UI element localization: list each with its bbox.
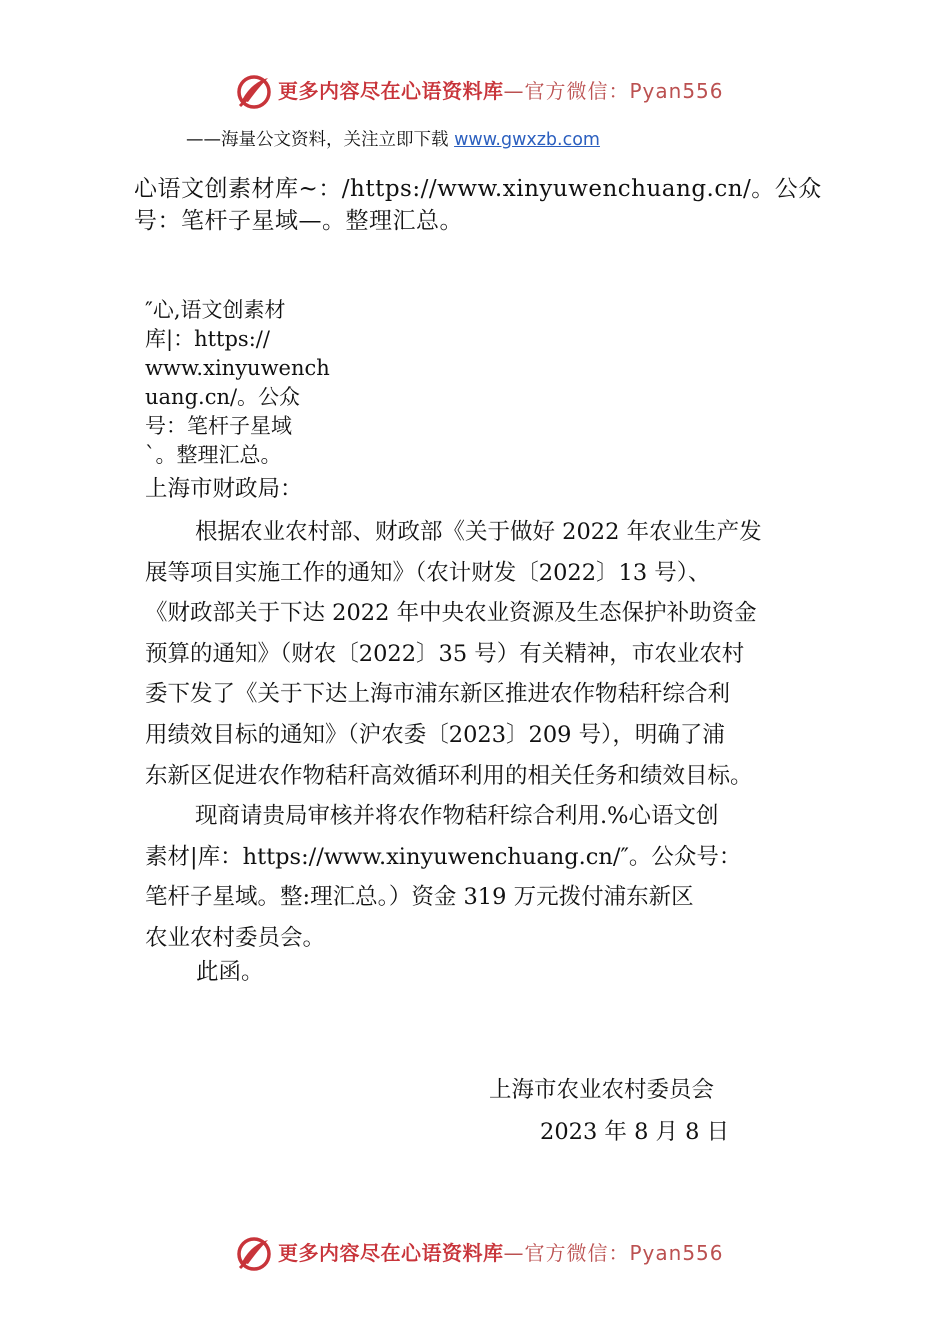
letter-body xyxy=(145,512,815,959)
body-line: 素材|库：https://www.xinyuwenchuang.cn/″。公众号： xyxy=(145,843,742,870)
watermark-note-line: 心语文创素材库~：/https://www.xinyuwenchuang.cn/。公众 xyxy=(134,176,822,202)
side-note-line: www.xinyuwench xyxy=(145,356,330,380)
top-banner xyxy=(0,70,950,114)
banner-wechat-text: —官方微信：Pyan556 xyxy=(503,1241,724,1265)
signature-date: 2023 年 8 月 8 日 xyxy=(540,1119,730,1145)
body-line: 展等项目实施工作的通知》（农计财发〔2022〕13 号）、 xyxy=(145,559,711,586)
body-line: 笔杆子星域。整:理汇总。）资金 319 万元拨付浦东新区 xyxy=(145,884,694,911)
body-line: 现商请贵局审核并将农作物秸秆综合利用.%心语文创 xyxy=(195,803,719,830)
body-line: 《财政部关于下达 2022 年中央农业资源及生态保护补助资金 xyxy=(145,600,757,627)
body-line: 根据农业农村部、财政部《关于做好 2022 年农业生产发 xyxy=(195,519,762,545)
body-line: 预算的通知》（财农〔2022〕35 号）有关精神，市农业农村 xyxy=(145,640,745,667)
signature-organization: 上海市农业农村委员会 xyxy=(489,1077,715,1103)
side-note xyxy=(145,296,345,470)
banner-red-text: 更多内容尽在心语资料库 xyxy=(278,79,504,103)
letter-addressee: 上海市财政局： xyxy=(145,476,303,502)
banner-red-text: 更多内容尽在心语资料库 xyxy=(278,1241,504,1265)
ink-seal-logo-icon xyxy=(234,1234,274,1274)
body-line: 用绩效目标的通知》（沪农委〔2023〕209 号），明确了浦 xyxy=(145,721,725,748)
side-note-line: ″心,语文创素材 xyxy=(145,298,286,322)
body-line: 农业农村委员会。 xyxy=(145,924,326,951)
banner-wechat-text: —官方微信：Pyan556 xyxy=(503,79,724,103)
watermark-note-line: 号：笔杆子星域—。整理汇总。 xyxy=(134,208,463,234)
side-note-line: 库|：https:// xyxy=(145,327,270,351)
side-note-line: `。整理汇总。 xyxy=(145,443,282,467)
body-line: 委下发了《关于下达上海市浦东新区推进农作物秸秆综合利 xyxy=(145,681,731,708)
watermark-note xyxy=(134,173,834,237)
side-note-line: 号：笔杆子星域 xyxy=(145,414,292,438)
download-link[interactable]: www.gwxzb.com xyxy=(454,130,600,150)
letter-closing: 此函。 xyxy=(196,959,264,985)
banner-text xyxy=(278,1238,724,1268)
banner-text xyxy=(278,76,724,106)
body-line: 东新区促进农作物秸秆高效循环利用的相关任务和绩效目标。 xyxy=(145,762,753,789)
bottom-banner xyxy=(0,1232,950,1276)
subtitle-line xyxy=(186,127,600,153)
side-note-line: uang.cn/。公众 xyxy=(145,385,301,409)
ink-seal-logo-icon xyxy=(234,72,274,112)
subtitle-text: ——海量公文资料，关注立即下载 xyxy=(186,130,455,150)
